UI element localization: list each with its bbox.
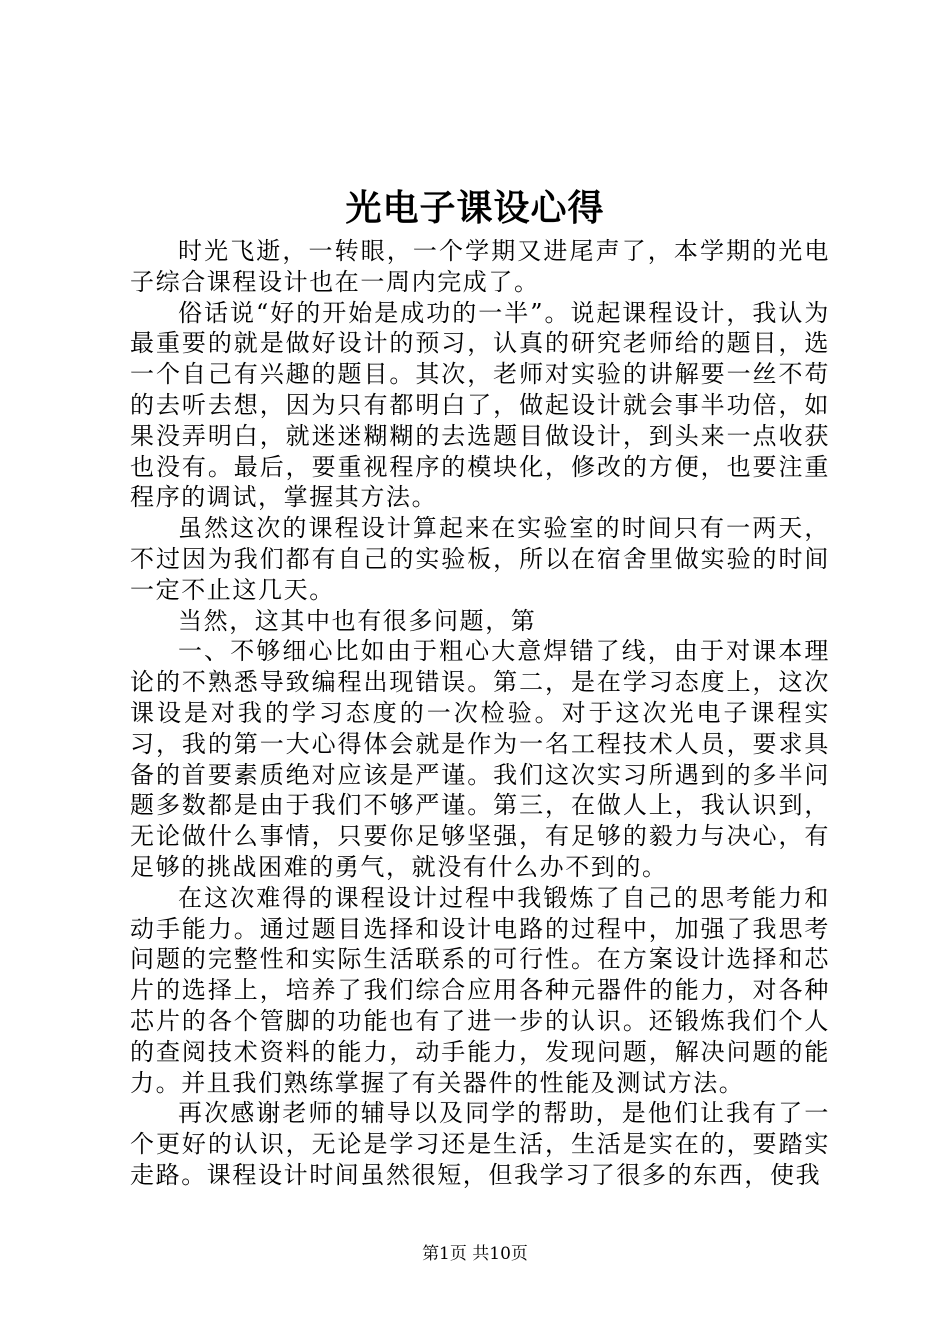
- paragraph: 俗话说“好的开始是成功的一半”。说起课程设计，我认为最重要的就是做好设计的预习，认真的研究老师给的题目，选一个自己有兴趣的题目。其次，老师对实验的讲解要一丝不苟的去听去想，因为只有都明白了，做起设计就会事半功倍，如果没弄明白，就迷迷糊糊的去选题目做设计，到头来一点收获也没有。最后，要重视程序的模块化，修改的方便，也要注重程序的调试，掌握其方法。: [130, 298, 830, 512]
- paragraph: 当然，这其中也有很多问题，第: [178, 606, 537, 635]
- paragraph: 一、不够细心比如由于粗心大意焊错了线，由于对课本理论的不熟悉导致编程出现错误。第二，是在学习态度上，这次课设是对我的学习态度的一次检验。对于这次光电子课程实习，我的第一大心得体会就是作为一名工程技术人员，要求具备的首要素质绝对应该是严谨。我们这次实习所遇到的多半问题多数都是由于我们不够严谨。第三，在做人上，我认识到，无论做什么事情，只要你足够坚强，有足够的毅力与决心，有足够的挑战困难的勇气，就没有什么办不到的。: [130, 637, 830, 881]
- paragraph: 时光飞逝，一转眼，一个学期又进尾声了，本学期的光电子综合课程设计也在一周内完成了。: [130, 237, 830, 296]
- document-body: [130, 236, 830, 1191]
- document-title: 光电子课设心得: [345, 187, 605, 229]
- paragraph: 在这次难得的课程设计过程中我锻炼了自己的思考能力和动手能力。通过题目选择和设计电路的过程中，加强了我思考问题的完整性和实际生活联系的可行性。在方案设计选择和芯片的选择上，培养了我们综合应用各种元器件的能力，对各种芯片的各个管脚的功能也有了进一步的认识。还锻炼我们个人的查阅技术资料的能力，动手能力，发现问题，解决问题的能力。并且我们熟练掌握了有关器件的性能及测试方法。: [130, 883, 830, 1097]
- paragraph: 再次感谢老师的辅导以及同学的帮助，是他们让我有了一个更好的认识，无论是学习还是生活，生活是实在的，要踏实走路。课程设计时间虽然很短，但我学习了很多的东西，使我: [130, 1099, 830, 1189]
- page-number-footer: 第1页 共10页: [422, 1244, 528, 1264]
- paragraph: 虽然这次的课程设计算起来在实验室的时间只有一两天，不过因为我们都有自己的实验板，所以在宿舍里做实验的时间一定不止这几天。: [130, 514, 830, 604]
